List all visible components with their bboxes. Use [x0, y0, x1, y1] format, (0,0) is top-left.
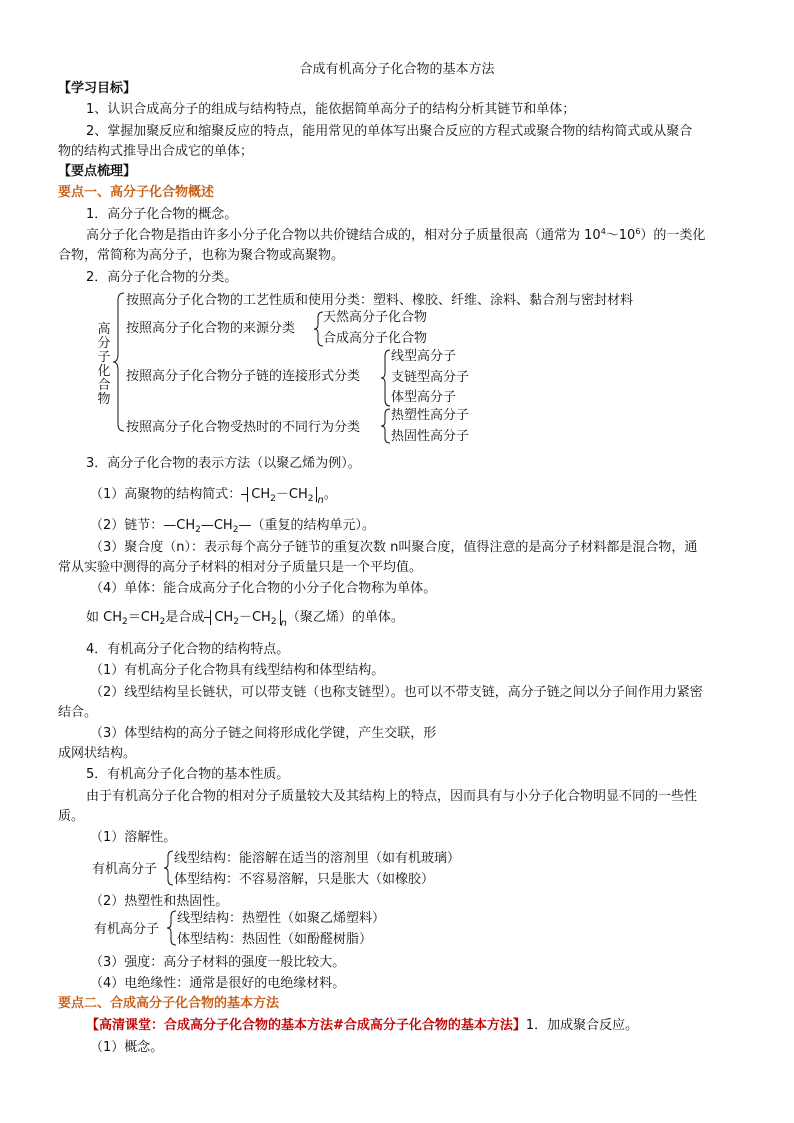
- s1-p4-3b: 成网状结构。: [58, 746, 137, 761]
- s1-p2-title: 2．高分子化合物的分类。: [86, 270, 238, 285]
- org-polymer-label-2: 有机高分子: [94, 922, 160, 937]
- s1-p3-example: 如 $CH_2=CH_2$是合成 $CH_2-CH_2$ $_n$（聚乙烯）的单体。: [86, 610, 404, 629]
- s1-p5-3: （3）强度：高分子材料的强度一般比较大。: [90, 955, 346, 970]
- s1-p5-2: （2）热塑性和热固性。: [90, 894, 229, 909]
- s1-p5-text-a: 由于有机高分子化合物的相对分子质量较大及其结构上的特点，因而具有与小分子化合物明显不同的一些性: [86, 789, 698, 804]
- s1-p3-1: （1）高聚物的结构简式： $CH_2-CH_2$ $_n$。: [90, 487, 337, 506]
- heat-thermoset: 热固性高分子: [391, 429, 470, 444]
- source-synthetic: 合成高分子化合物: [323, 331, 428, 346]
- solubility-brace: [164, 850, 174, 886]
- s1-p4-title: 4．有机高分子化合物的结构特点。: [86, 642, 290, 657]
- heatprop-linear: 线型结构：热塑性（如聚乙烯塑料）: [177, 911, 386, 926]
- heatprop-network: 体型结构：热固性（如酚醛树脂）: [177, 932, 373, 947]
- s1-p3-4: （4）单体：能合成高分子化合物的小分子化合物称为单体。: [90, 581, 437, 596]
- chain-branched: 支链型高分子: [391, 370, 470, 385]
- root-brace: [113, 292, 125, 432]
- goal-item-2b: 物的结构式推导出合成它的单体；: [58, 144, 254, 159]
- summary-header: 【要点梳理】: [58, 164, 137, 179]
- class-by-source: 按照高分子化合物的来源分类: [126, 321, 296, 336]
- s1-p3-3a: （3）聚合度（n）：表示每个高分子链节的重复次数 n叫聚合度，值得注意的是高分子材料都是混合物，通: [90, 540, 698, 555]
- solubility-linear: 线型结构：能溶解在适当的溶剂里（如有机玻璃）: [174, 851, 461, 866]
- class-by-chain: 按照高分子化合物分子链的连接形式分类: [126, 369, 361, 384]
- hd-class-link[interactable]: 【高清课堂：合成高分子化合物的基本方法#合成高分子化合物的基本方法】: [86, 1018, 526, 1033]
- chain-linear: 线型高分子: [391, 349, 457, 364]
- goal-item-1: 1、认识合成高分子的组成与结构特点，能依据简单高分子的结构分析其链节和单体；: [86, 102, 576, 117]
- org-polymer-label-1: 有机高分子: [92, 862, 158, 877]
- polyethylene-formula-2: $CH_2-CH_2$: [210, 610, 280, 625]
- s1-p1-text-c: 合物，常简称为高分子，也称为聚合物或高聚物。: [58, 248, 345, 263]
- chain-brace: [381, 349, 391, 407]
- s1-p1-text-a: 高分子化合物是指由许多小分子化合物以共价键结合成的，相对分子质量很高（通常为 $10^4\sim 10^6$）的一类化: [86, 227, 706, 243]
- s1-p3-3b: 常从实验中测得的高分子材料的相对分子质量只是一个平均值。: [58, 560, 423, 575]
- s1-p4-3a: （3）体型结构的高分子链之间将形成化学键，产生交联，形: [90, 726, 437, 741]
- s1-p5-1: （1）溶解性。: [90, 830, 177, 845]
- s1-p5-title: 5．有机高分子化合物的基本性质。: [86, 767, 290, 782]
- source-natural: 天然高分子化合物: [323, 310, 428, 325]
- s1-p4-2a: （2）线型结构呈长链状，可以带支链（也称支链型）。也可以不带支链，高分子链之间以分子间作用力紧密: [90, 685, 703, 700]
- section1-title: 要点一、高分子化合物概述: [58, 185, 215, 200]
- heat-brace: [381, 408, 391, 444]
- s1-p4-1: （1）有机高分子化合物具有线型结构和体型结构。: [90, 663, 385, 678]
- class-root-vertical: 高 分 子 化 合 物: [97, 322, 111, 407]
- goal-item-2a: 2、掌握加聚反应和缩聚反应的特点，能用常见的单体写出聚合反应的方程式或聚合物的结构简式或从聚合: [86, 124, 693, 139]
- class-by-use: 按照高分子化合物的工艺性质和使用分类：塑料、橡胶、纤维、涂料、黏合剂与密封材料: [126, 293, 634, 308]
- s1-p5-4: （4）电绝缘性：通常是很好的电绝缘材料。: [90, 976, 346, 991]
- s1-p1-title: 1．高分子化合物的概念。: [86, 207, 238, 222]
- s1-p3-title: 3．高分子化合物的表示方法（以聚乙烯为例）。: [86, 456, 361, 471]
- s2-class-line: 【高清课堂：合成高分子化合物的基本方法#合成高分子化合物的基本方法】1．加成聚合反应。: [86, 1018, 639, 1033]
- page-title: 合成有机高分子化合物的基本方法: [299, 62, 495, 77]
- goals-header: 【学习目标】: [58, 81, 137, 96]
- s1-p4-2b: 结合。: [58, 705, 98, 720]
- section2-title: 要点二、合成高分子化合物的基本方法: [58, 996, 280, 1011]
- s1-p3-2: （2）链节：$—CH_2—CH_2—$（重复的结构单元）。: [90, 518, 375, 535]
- s2-p1-1: （1）概念。: [90, 1040, 164, 1055]
- polyethylene-formula: $CH_2-CH_2$: [247, 487, 317, 502]
- heatprop-brace: [167, 910, 177, 946]
- solubility-network: 体型结构：不容易溶解，只是胀大（如橡胶）: [174, 872, 435, 887]
- heat-thermoplastic: 热塑性高分子: [391, 408, 470, 423]
- class-by-heat: 按照高分子化合物受热时的不同行为分类: [126, 420, 361, 435]
- chain-network: 体型高分子: [391, 390, 457, 405]
- s1-p5-text-b: 质。: [58, 809, 85, 824]
